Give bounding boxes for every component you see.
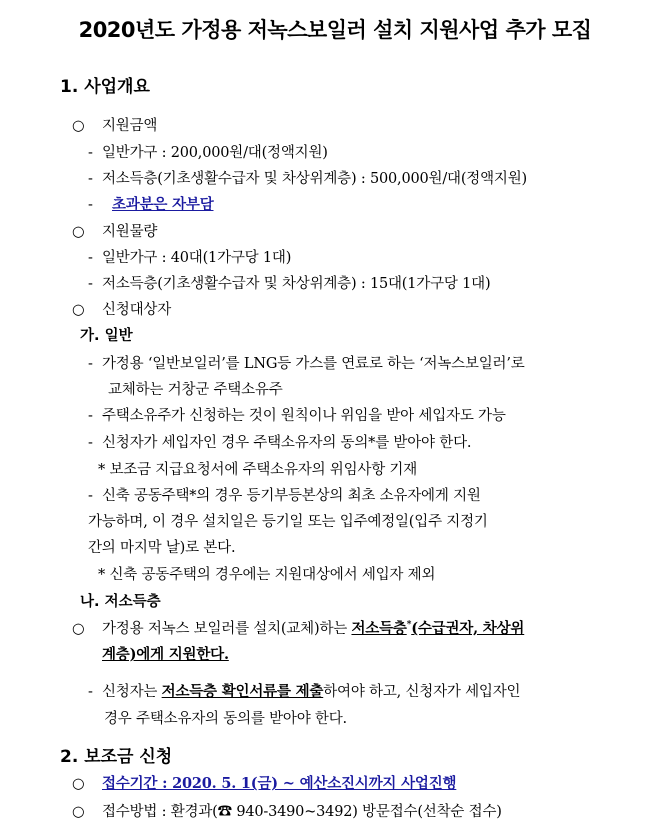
circle-bullet: ○: [72, 118, 85, 134]
low-income-emphasis: 저소득층: [351, 620, 407, 637]
general-item-4-text: 신축 공동주택*의 경우 등기부등본상의 최초 소유자에게 지원: [102, 488, 481, 504]
amount-label-row: [72, 114, 157, 135]
period-row: [72, 772, 456, 793]
dash-bullet: -: [88, 488, 93, 504]
amount-excess: 초과분은 자부담: [112, 196, 214, 213]
circle-bullet: ○: [72, 621, 85, 637]
dash-bullet: -: [88, 356, 93, 372]
general-item-2-text: 주택소유주가 신청하는 것이 원칙이나 위임을 받아 세입자도 가능: [102, 408, 506, 424]
dash-bullet: -: [88, 250, 93, 266]
phone-icon: ☎: [217, 804, 232, 820]
general-item-1: [88, 352, 525, 373]
target-label-row: [72, 298, 171, 319]
general-note-2: * 신축 공동주택의 경우에는 지원대상에서 세입자 제외: [98, 567, 436, 583]
qty-low: 저소득층(기초생활수급자 및 차상위계층) : 15대(1가구당 1대): [102, 276, 491, 292]
general-item-3-text: 신청자가 세입자인 경우 주택소유자의 동의*를 받아야 한다.: [102, 435, 472, 451]
circle-bullet: ○: [72, 302, 85, 318]
dash-bullet: -: [88, 276, 93, 292]
qty-general-row: [88, 246, 291, 267]
low-income-item-2-emphasis: 저소득층 확인서류를 제출: [161, 683, 324, 700]
footnote-mark: *: [406, 620, 412, 631]
section-1-heading: 1. 사업개요: [60, 77, 150, 97]
low-income-emphasis-2: (수급권자, 차상위: [411, 620, 525, 637]
application-method-pre: 접수방법 : 환경과(: [102, 804, 218, 820]
low-income-item-2-pre: 신청자는: [102, 684, 162, 700]
method-row: [72, 800, 502, 821]
low-income-item-1-text: 가정용 저녹스 보일러를 설치(교체)하는: [102, 621, 352, 637]
circle-bullet: ○: [72, 776, 85, 792]
general-item-4: [88, 484, 481, 505]
amount-excess-row: [88, 193, 214, 214]
subheading-general: 가. 일반: [80, 328, 133, 344]
application-method-post: 940-3490~3492) 방문접수(선착순 접수): [231, 804, 502, 820]
general-item-2: [88, 404, 506, 425]
low-income-item-1: [72, 617, 524, 638]
qty-label-row: [72, 220, 157, 241]
dash-bullet: -: [88, 145, 93, 161]
subheading-low-income: 나. 저소득층: [80, 594, 161, 610]
amount-low: 저소득층(기초생활수급자 및 차상위계층) : 500,000원/대(정액지원): [102, 171, 527, 187]
qty-low-row: [88, 272, 490, 293]
page-title: 2020년도 가정용 저녹스보일러 설치 지원사업 추가 모집: [78, 18, 592, 42]
dash-bullet: -: [88, 197, 93, 213]
dash-bullet: -: [88, 408, 93, 424]
amount-low-row: [88, 167, 527, 188]
general-item-3: [88, 431, 471, 452]
general-note-1: * 보조금 지급요청서에 주택소유자의 위임사항 기재: [98, 462, 418, 478]
circle-bullet: ○: [72, 804, 85, 820]
low-income-item-1-cont: 계층)에게 지원한다.: [102, 646, 229, 663]
general-item-4-cont-1: 가능하며, 이 경우 설치일은 등기일 또는 입주예정일(입주 지정기: [88, 514, 488, 530]
low-income-item-2: [88, 680, 520, 701]
application-period: 접수기간 : 2020. 5. 1(금) ~ 예산소진시까지 사업진행: [102, 775, 457, 792]
circle-bullet: ○: [72, 224, 85, 240]
dash-bullet: -: [88, 171, 93, 187]
qty-label: 지원물량: [102, 224, 158, 240]
low-income-item-2-cont: 경우 주택소유자의 동의를 받아야 한다.: [104, 711, 347, 727]
dash-bullet: -: [88, 684, 93, 700]
qty-general: 일반가구 : 40대(1가구당 1대): [102, 250, 292, 266]
amount-label: 지원금액: [102, 118, 158, 134]
section-2-heading: 2. 보조금 신청: [60, 747, 173, 767]
general-item-1-text: 가정용 ‘일반보일러’를 LNG등 가스를 연료로 하는 ‘저녹스보일러’로: [102, 356, 525, 372]
amount-general-row: [88, 141, 328, 162]
low-income-item-2-post: 하여야 하고, 신청자가 세입자인: [323, 684, 521, 700]
general-item-4-cont-2: 간의 마지막 날)로 본다.: [88, 540, 236, 556]
amount-general: 일반가구 : 200,000원/대(정액지원): [102, 145, 328, 161]
dash-bullet: -: [88, 435, 93, 451]
target-label: 신청대상자: [102, 302, 172, 318]
general-item-1-cont: 교체하는 거창군 주택소유주: [108, 382, 283, 398]
